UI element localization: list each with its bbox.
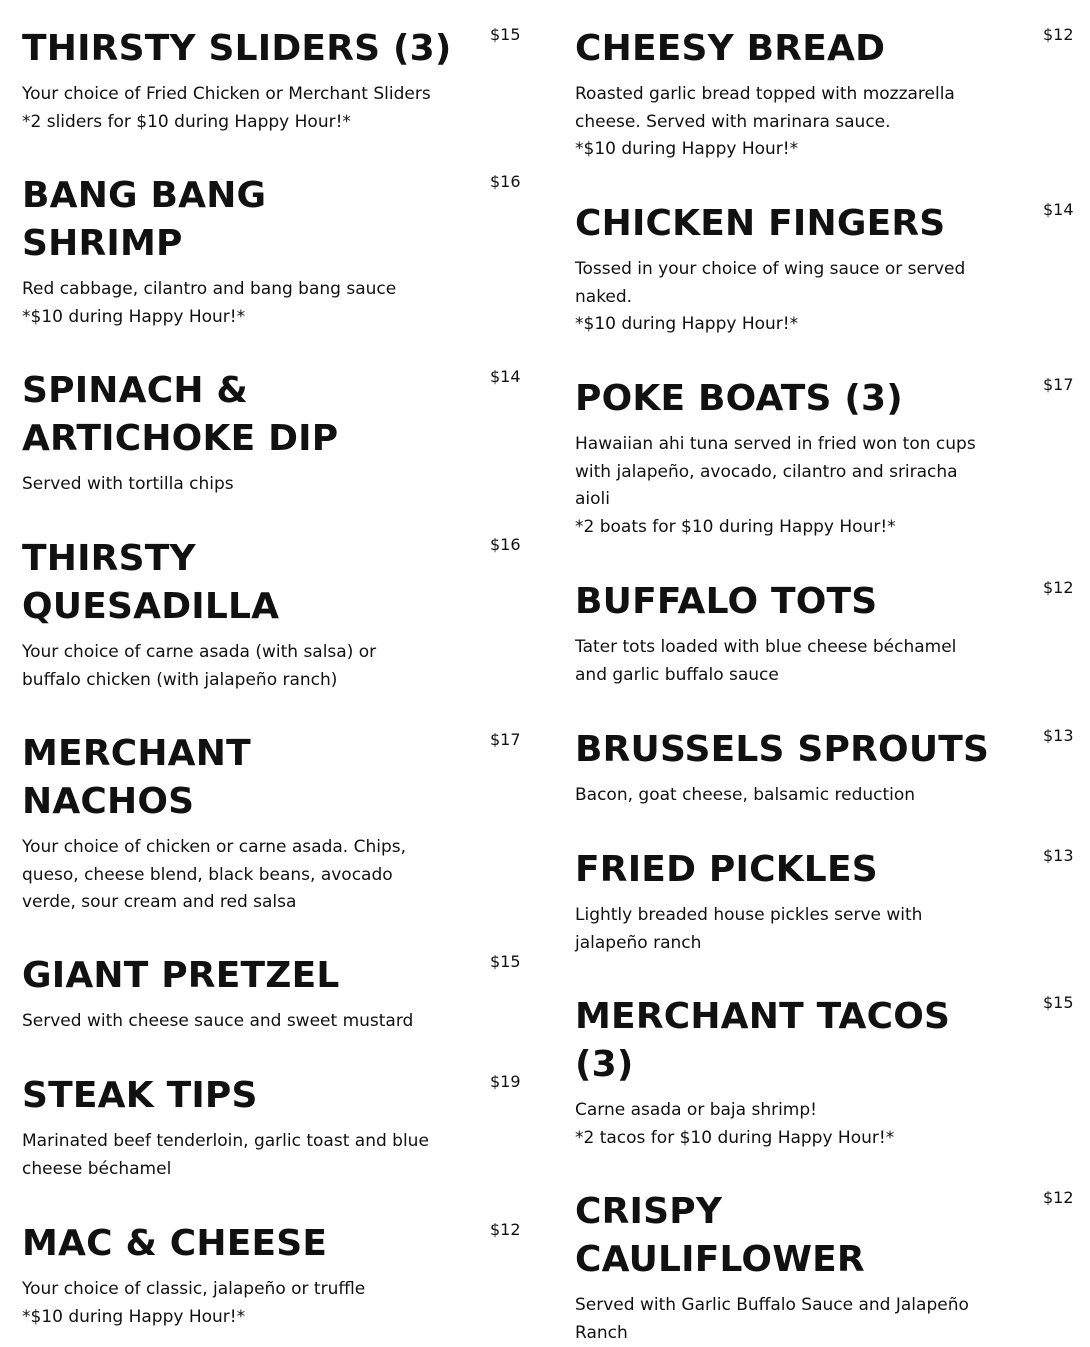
item-price: $16 <box>490 535 521 554</box>
description-line: Tater tots loaded with blue cheese béchamel and garlic buffalo sauce <box>575 637 957 685</box>
menu-item <box>22 25 521 136</box>
item-title: MERCHANT TACOS (3) <box>575 996 951 1085</box>
item-description <box>22 1276 462 1331</box>
description-line: *$10 during Happy Hour!* <box>22 306 246 327</box>
menu-item <box>575 993 1074 1152</box>
item-title: SPINACH & ARTICHOKE DIP <box>22 370 339 459</box>
item-title: BUFFALO TOTS <box>575 581 878 622</box>
menu-item <box>575 25 1074 164</box>
item-title: THIRSTY SLIDERS (3) <box>22 28 452 69</box>
item-price: $13 <box>1043 846 1074 865</box>
item-price: $12 <box>490 1220 521 1239</box>
item-description <box>22 639 422 694</box>
description-line: Served with cheese sauce and sweet mustard <box>22 1011 414 1031</box>
description-line: Marinated beef tenderloin, garlic toast and blue cheese béchamel <box>22 1131 429 1179</box>
item-title: STEAK TIPS <box>22 1075 258 1116</box>
description-line: Your choice of carne asada (with salsa) or buffalo chicken (with jalapeño ranch) <box>22 642 377 690</box>
item-title: POKE BOATS (3) <box>575 378 903 419</box>
description-line: *2 sliders for $10 during Happy Hour!* <box>22 111 351 132</box>
menu-item <box>22 1220 521 1331</box>
description-line: *2 boats for $10 during Happy Hour!* <box>575 516 896 537</box>
item-price: $14 <box>490 367 521 386</box>
menu-item <box>22 535 521 694</box>
description-line: Your choice of Fried Chicken or Merchant Sliders <box>22 84 431 104</box>
item-description <box>575 634 985 689</box>
menu-item <box>22 730 521 917</box>
item-price: $16 <box>490 172 521 191</box>
item-description <box>575 431 995 541</box>
menu-item <box>575 375 1074 541</box>
item-price: $17 <box>1043 375 1074 394</box>
description-line: *$10 during Happy Hour!* <box>575 314 799 334</box>
description-line: Your choice of classic, jalapeño or truffle <box>22 1279 366 1299</box>
menu-item <box>575 726 1074 810</box>
item-description <box>575 256 990 339</box>
item-title: BANG BANG SHRIMP <box>22 175 267 264</box>
menu-item <box>575 200 1074 339</box>
menu-item <box>22 172 521 331</box>
item-description <box>575 1292 1005 1347</box>
item-price: $15 <box>490 25 521 44</box>
description-line: Served with tortilla chips <box>22 474 234 494</box>
description-line: *2 tacos for $10 during Happy Hour!* <box>575 1127 895 1148</box>
item-title: MAC & CHEESE <box>22 1223 328 1264</box>
description-line: *$10 during Happy Hour!* <box>22 1306 246 1327</box>
item-title: CRISPY CAULIFLOWER <box>575 1191 865 1280</box>
menu-item <box>575 1188 1074 1347</box>
item-title: BRUSSELS SPROUTS <box>575 729 990 770</box>
item-description <box>22 834 442 917</box>
description-line: Lightly breaded house pickles serve with jalapeño ranch <box>575 905 923 953</box>
description-line: Served with Garlic Buffalo Sauce and Jalapeño Ranch <box>575 1295 969 1343</box>
item-description <box>22 1128 462 1183</box>
item-price: $12 <box>1043 1188 1074 1207</box>
item-description <box>575 782 995 810</box>
description-line: Tossed in your choice of wing sauce or served naked. <box>575 259 966 307</box>
description-line: *$10 during Happy Hour!* <box>575 139 799 159</box>
menu-item <box>22 367 521 499</box>
description-line: Red cabbage, cilantro and bang bang sauce <box>22 279 397 299</box>
item-description <box>575 902 955 957</box>
description-line: Roasted garlic bread topped with mozzarella cheese. Served with marinara sauce. <box>575 84 955 132</box>
item-title: CHICKEN FINGERS <box>575 203 946 244</box>
item-price: $19 <box>490 1072 521 1091</box>
menu-item <box>22 952 521 1036</box>
item-price: $17 <box>490 730 521 749</box>
item-price: $12 <box>1043 578 1074 597</box>
item-price: $13 <box>1043 726 1074 745</box>
description-line: Hawaiian ahi tuna served in fried won ton cups with jalapeño, avocado, cilantro and sriracha aioli <box>575 434 976 509</box>
item-price: $15 <box>490 952 521 971</box>
item-title: FRIED PICKLES <box>575 849 878 890</box>
description-line: Your choice of chicken or carne asada. Chips, queso, cheese blend, black beans, avocado verde, sour cream and red salsa <box>22 837 407 912</box>
item-title: GIANT PRETZEL <box>22 955 340 996</box>
item-description <box>22 471 462 499</box>
item-price: $15 <box>1043 993 1074 1012</box>
description-line: Bacon, goat cheese, balsamic reduction <box>575 785 916 805</box>
item-description <box>22 1008 462 1036</box>
item-title: THIRSTY QUESADILLA <box>22 538 280 627</box>
item-price: $12 <box>1043 25 1074 44</box>
menu-item <box>575 578 1074 689</box>
menu-item <box>575 846 1074 957</box>
item-title: CHEESY BREAD <box>575 28 886 69</box>
item-title: MERCHANT NACHOS <box>22 733 251 822</box>
menu-item <box>22 1072 521 1183</box>
item-description <box>575 81 985 164</box>
item-price: $14 <box>1043 200 1074 219</box>
item-description <box>22 276 462 331</box>
item-description <box>22 81 462 136</box>
description-line: Carne asada or baja shrimp! <box>575 1100 817 1120</box>
item-description <box>575 1097 995 1152</box>
